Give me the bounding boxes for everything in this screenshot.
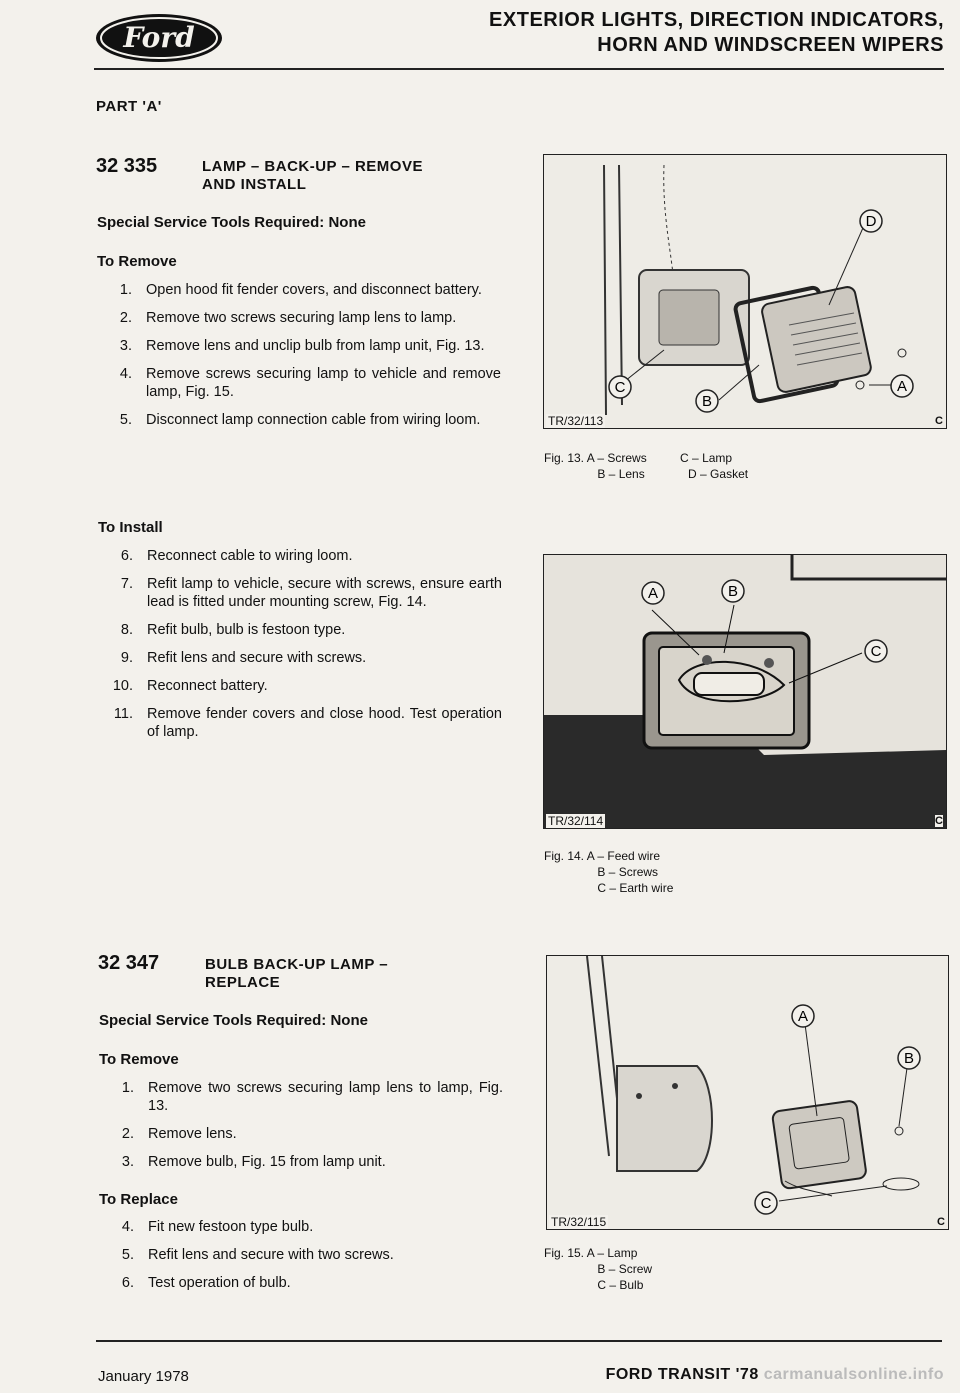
step-item — [98, 1218, 503, 1236]
step-text: Refit lens and secure with two screws. — [148, 1247, 394, 1263]
section-number: 32 347 — [98, 952, 160, 974]
figure-code: TR/32/115 — [551, 1215, 607, 1229]
figure-code: TR/32/113 — [548, 414, 604, 428]
step-text: Refit bulb, bulb is festoon type. — [147, 622, 346, 638]
header-rule — [94, 68, 944, 70]
step-text: Remove two screws securing lamp lens to lamp, Fig. 13. — [148, 1080, 503, 1114]
caption-line: Fig. 15. A – Lamp — [544, 1246, 638, 1260]
fig14-label-a: A — [647, 585, 659, 602]
step-text: Disconnect lamp connection cable from wiring loom. — [146, 412, 481, 428]
step-text: Reconnect cable to wiring loom. — [147, 548, 353, 564]
step-number: 4. — [121, 1219, 134, 1235]
step-number: 10. — [112, 678, 133, 694]
step-number: 3. — [119, 338, 132, 354]
fig14-label-b: B — [727, 583, 739, 600]
step-text: Refit lens and secure with screws. — [147, 650, 367, 666]
step-text: Fit new festoon type bulb. — [148, 1219, 314, 1235]
step-number: 1. — [121, 1080, 134, 1096]
ford-logo — [94, 12, 224, 64]
step-item — [97, 621, 502, 639]
footer-rule — [96, 1340, 942, 1342]
step-number: 8. — [120, 622, 133, 638]
step-item — [96, 411, 501, 429]
step-number: 9. — [120, 650, 133, 666]
section-32347-title — [205, 956, 388, 992]
figure-14-illustration — [543, 554, 947, 829]
tools-required: Special Service Tools Required: None — [99, 1012, 368, 1029]
caption-line: Fig. 14. A – Feed wire — [544, 849, 661, 863]
section-32347-heading — [98, 952, 159, 975]
publication-title: FORD TRANSIT '78 — [605, 1366, 759, 1383]
figure-13-caption — [544, 450, 748, 482]
figure-corner-mark: C — [937, 1216, 945, 1228]
figure-14-caption — [544, 848, 673, 896]
step-item — [98, 1125, 503, 1143]
title-line-1: EXTERIOR LIGHTS, DIRECTION INDICATORS, — [489, 9, 944, 31]
figure-corner-mark: C — [935, 815, 943, 827]
step-item — [96, 365, 501, 401]
to-install-heading: To Install — [98, 519, 163, 536]
step-item — [97, 677, 502, 695]
step-text: Open hood fit fender covers, and disconnect battery. — [146, 282, 482, 298]
step-item — [98, 1246, 503, 1264]
section-32335-heading — [96, 155, 157, 178]
footer-publication — [606, 1366, 944, 1384]
page-title — [489, 8, 944, 58]
step-number: 4. — [119, 366, 132, 382]
step-item — [97, 649, 502, 667]
caption-line: B – Screws — [544, 865, 659, 879]
step-number: 7. — [120, 576, 133, 592]
step-number: 1. — [119, 282, 132, 298]
footer-date: January 1978 — [98, 1368, 189, 1385]
step-number: 2. — [119, 310, 132, 326]
logo-text: Ford — [123, 21, 195, 54]
step-item — [97, 575, 502, 611]
step-number: 11. — [113, 706, 133, 722]
step-item — [96, 281, 501, 299]
section-32335-title — [202, 158, 423, 194]
step-text: Test operation of bulb. — [148, 1275, 291, 1291]
watermark-text: carmanualsonline.info — [763, 1366, 944, 1383]
title-line-2: HORN AND WINDSCREEN WIPERS — [597, 34, 944, 56]
step-item — [97, 547, 502, 565]
remove-steps-list — [96, 281, 501, 439]
step-text: Reconnect battery. — [147, 678, 268, 694]
step-item — [98, 1153, 503, 1171]
step-number: 6. — [121, 1275, 134, 1291]
section-title-line-2: REPLACE — [205, 974, 281, 991]
section-title-line-1: LAMP – BACK-UP – REMOVE — [202, 158, 423, 175]
figure-13-illustration — [543, 154, 947, 429]
to-remove-heading: To Remove — [99, 1051, 179, 1068]
caption-line: C – Bulb — [544, 1278, 644, 1292]
fig15-label-c: C — [760, 1195, 772, 1212]
fig15-label-a: A — [797, 1008, 809, 1025]
step-text: Remove fender covers and close hood. Test operation of lamp. — [147, 706, 502, 740]
fig13-label-c: C — [614, 379, 626, 396]
fig15-label-b: B — [903, 1050, 915, 1067]
step-text: Remove screws securing lamp to vehicle and remove lamp, Fig. 15. — [146, 366, 501, 400]
tools-required: Special Service Tools Required: None — [97, 214, 366, 231]
step-number: 2. — [121, 1126, 134, 1142]
install-steps-list — [97, 547, 502, 751]
step-text: Remove bulb, Fig. 15 from lamp unit. — [148, 1154, 386, 1170]
step-item — [97, 705, 502, 741]
caption-line: C – Earth wire — [544, 881, 674, 895]
step-item — [98, 1079, 503, 1115]
figure-code: TR/32/114 — [548, 814, 604, 828]
caption-line: Fig. 13. A – Screws C – Lamp — [544, 451, 733, 465]
fig13-label-d: D — [865, 213, 877, 230]
step-number: 5. — [121, 1247, 134, 1263]
step-item — [96, 309, 501, 327]
caption-line: B – Screw — [544, 1262, 653, 1276]
step-item — [96, 337, 501, 355]
step-number: 3. — [121, 1154, 134, 1170]
to-replace-heading: To Replace — [99, 1191, 178, 1208]
part-label: PART 'A' — [96, 98, 162, 115]
step-text: Refit lamp to vehicle, secure with screws, ensure earth lead is fitted under mounting screw, Fig. 14. — [147, 576, 502, 610]
figure-15-caption — [544, 1245, 652, 1293]
replace-steps-list — [98, 1218, 503, 1302]
section-title-line-2: AND INSTALL — [202, 176, 307, 193]
step-text: Remove lens. — [148, 1126, 237, 1142]
section-title-line-1: BULB BACK-UP LAMP – — [205, 956, 389, 973]
step-number: 5. — [119, 412, 132, 428]
section-number: 32 335 — [96, 155, 158, 177]
figure-corner-mark: C — [935, 415, 943, 427]
caption-line: B – Lens D – Gasket — [544, 467, 749, 481]
step-item — [98, 1274, 503, 1292]
fig13-label-a: A — [896, 378, 908, 395]
fig13-label-b: B — [701, 393, 713, 410]
step-number: 6. — [120, 548, 133, 564]
to-remove-heading: To Remove — [97, 253, 177, 270]
figure-15-illustration — [546, 955, 949, 1230]
step-text: Remove lens and unclip bulb from lamp unit, Fig. 13. — [146, 338, 485, 354]
step-text: Remove two screws securing lamp lens to lamp. — [146, 310, 457, 326]
fig14-label-c: C — [870, 643, 882, 660]
remove-steps-list — [98, 1079, 503, 1181]
